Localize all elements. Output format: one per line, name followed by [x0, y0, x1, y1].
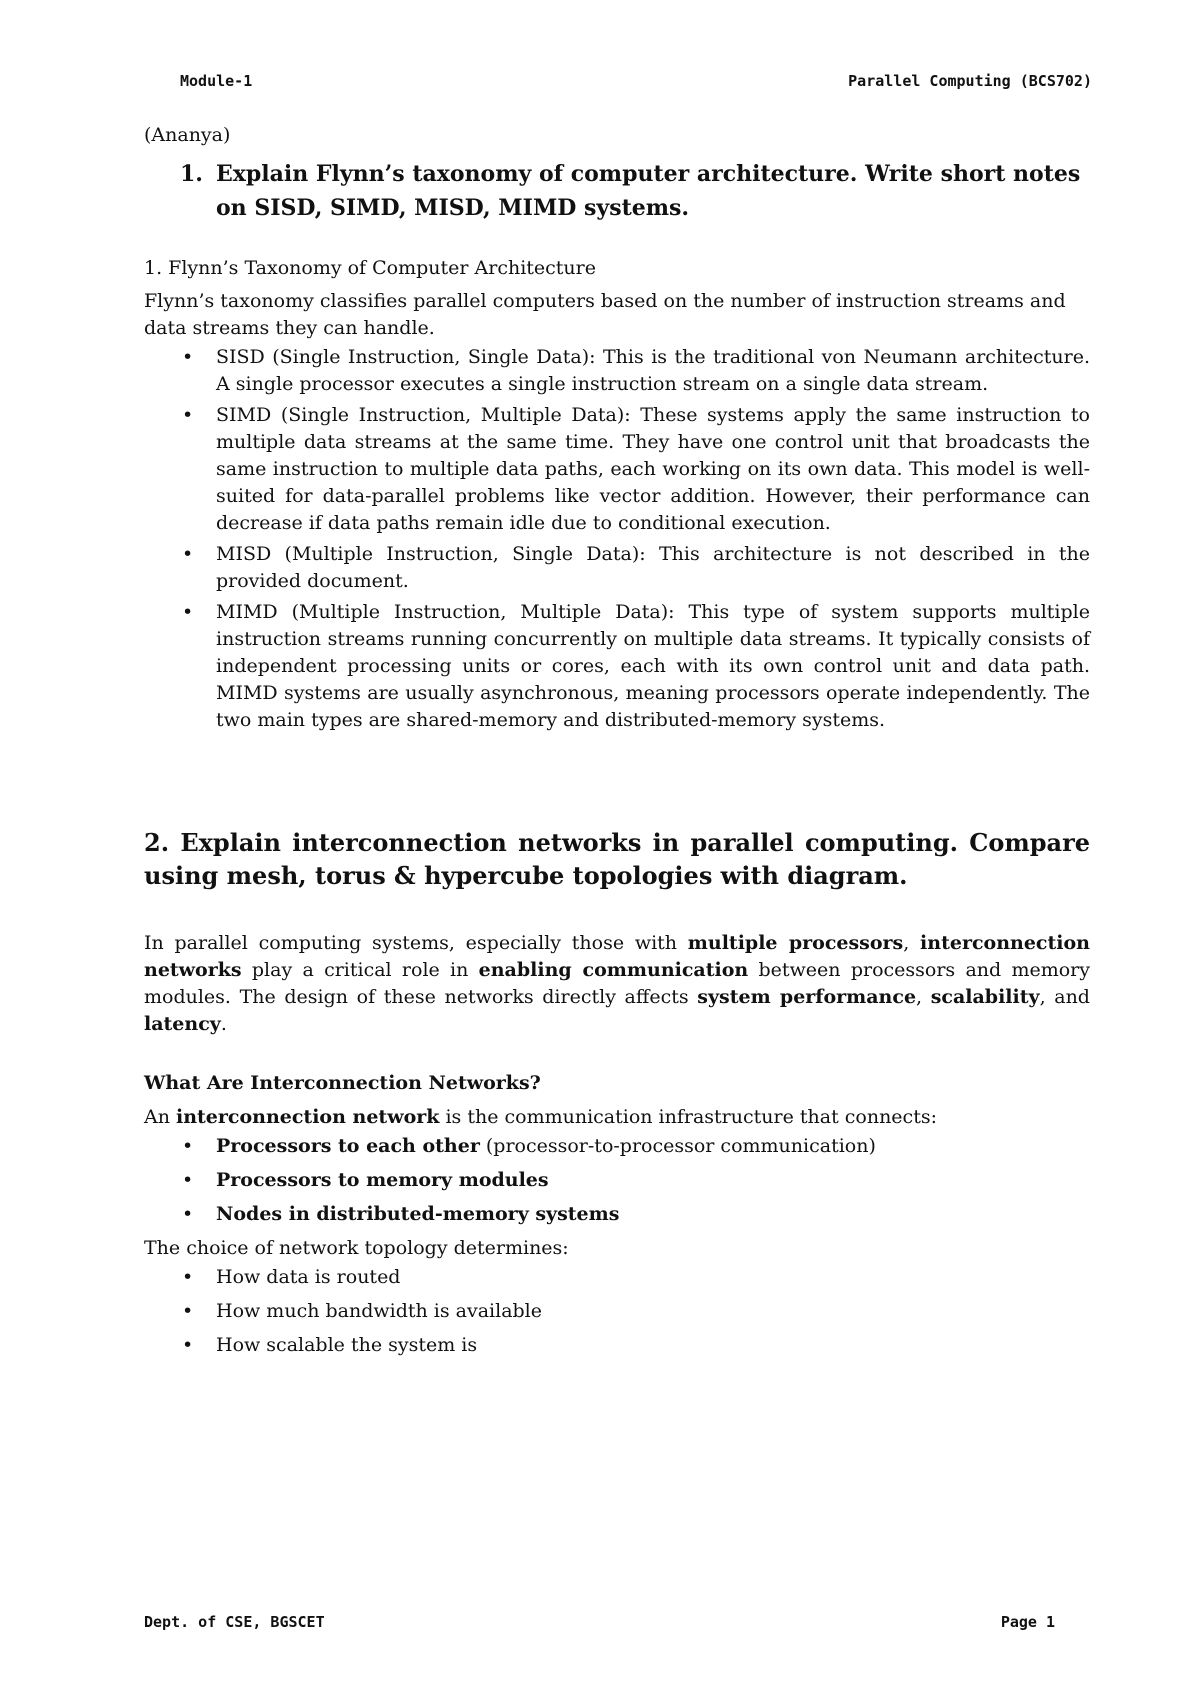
connects-list: [144, 1133, 1090, 1228]
list-item: • How scalable the system is: [216, 1332, 1090, 1359]
list-item: • SISD (Single Instruction, Single Data): This is the traditional von Neumann architecture. A single processor executes a single instruction stream on a single data stream.: [216, 344, 1090, 398]
question-1-text: Explain Flynn’s taxonomy of computer architecture. Write short notes on SISD, SIMD, MISD, MIMD systems.: [216, 161, 1081, 221]
list-item: • SIMD (Single Instruction, Multiple Data): These systems apply the same instruction to multiple data streams at the same time. They have one control unit that broadcasts the same instruction to multiple data paths, each working on its own data. This model is well-suited for data-parallel problems like vector addition. However, their performance can decrease if data paths remain idle due to conditional execution.: [216, 402, 1090, 537]
subheading-what-are-networks: What Are Interconnection Networks?: [144, 1072, 541, 1094]
question-2: 2. Explain interconnection networks in parallel computing. Compare using mesh, torus & hypercube topologies with diagram.: [144, 828, 1090, 890]
footer-page-number: Page 1: [1000, 1613, 1055, 1631]
section-1-intro: Flynn’s taxonomy classifies parallel computers based on the number of instruction streams and data streams they can handle.: [144, 290, 1066, 339]
flynn-categories-list: [144, 344, 1090, 734]
list-item: • How data is routed: [216, 1264, 1090, 1291]
document-body: [144, 122, 1090, 1366]
footer-department: Dept. of CSE, BGSCET: [144, 1613, 325, 1631]
question-1-number: 1.: [180, 161, 203, 187]
determines-list: [144, 1264, 1090, 1359]
author-note: (Ananya): [144, 124, 231, 146]
list-item: • Processors to each other (processor-to-processor communication): [216, 1133, 1090, 1160]
list-item: • Nodes in distributed-memory systems: [216, 1201, 1090, 1228]
list-item: • MISD (Multiple Instruction, Single Data): This architecture is not described in the provided document.: [216, 541, 1090, 595]
header-course: Parallel Computing (BCS702): [848, 72, 1092, 90]
topology-choice-line: The choice of network topology determines:: [144, 1237, 569, 1259]
list-item: • MIMD (Multiple Instruction, Multiple Data): This type of system supports multiple instruction streams running concurrently on multiple data streams. It typically consists of independent processing units or cores, each with its own control unit and data path. MIMD systems are usually asynchronous, meaning processors operate independently. The two main types are shared-memory and distributed-memory systems.: [216, 599, 1090, 734]
definition-line: An interconnection network is the communication infrastructure that connects:: [144, 1106, 937, 1128]
header-module: Module-1: [180, 72, 253, 90]
list-item: • How much bandwidth is available: [216, 1298, 1090, 1325]
section-1-title: 1. Flynn’s Taxonomy of Computer Architecture: [144, 257, 596, 279]
list-item: • Processors to memory modules: [216, 1167, 1090, 1194]
section-2-intro: In parallel computing systems, especially those with multiple processors, interconnection networks play a critical role in enabling communication between processors and memory modules. The design of these networks directly affects system performance, scalability, and latency.: [144, 932, 1090, 1035]
question-1: [144, 157, 1090, 225]
